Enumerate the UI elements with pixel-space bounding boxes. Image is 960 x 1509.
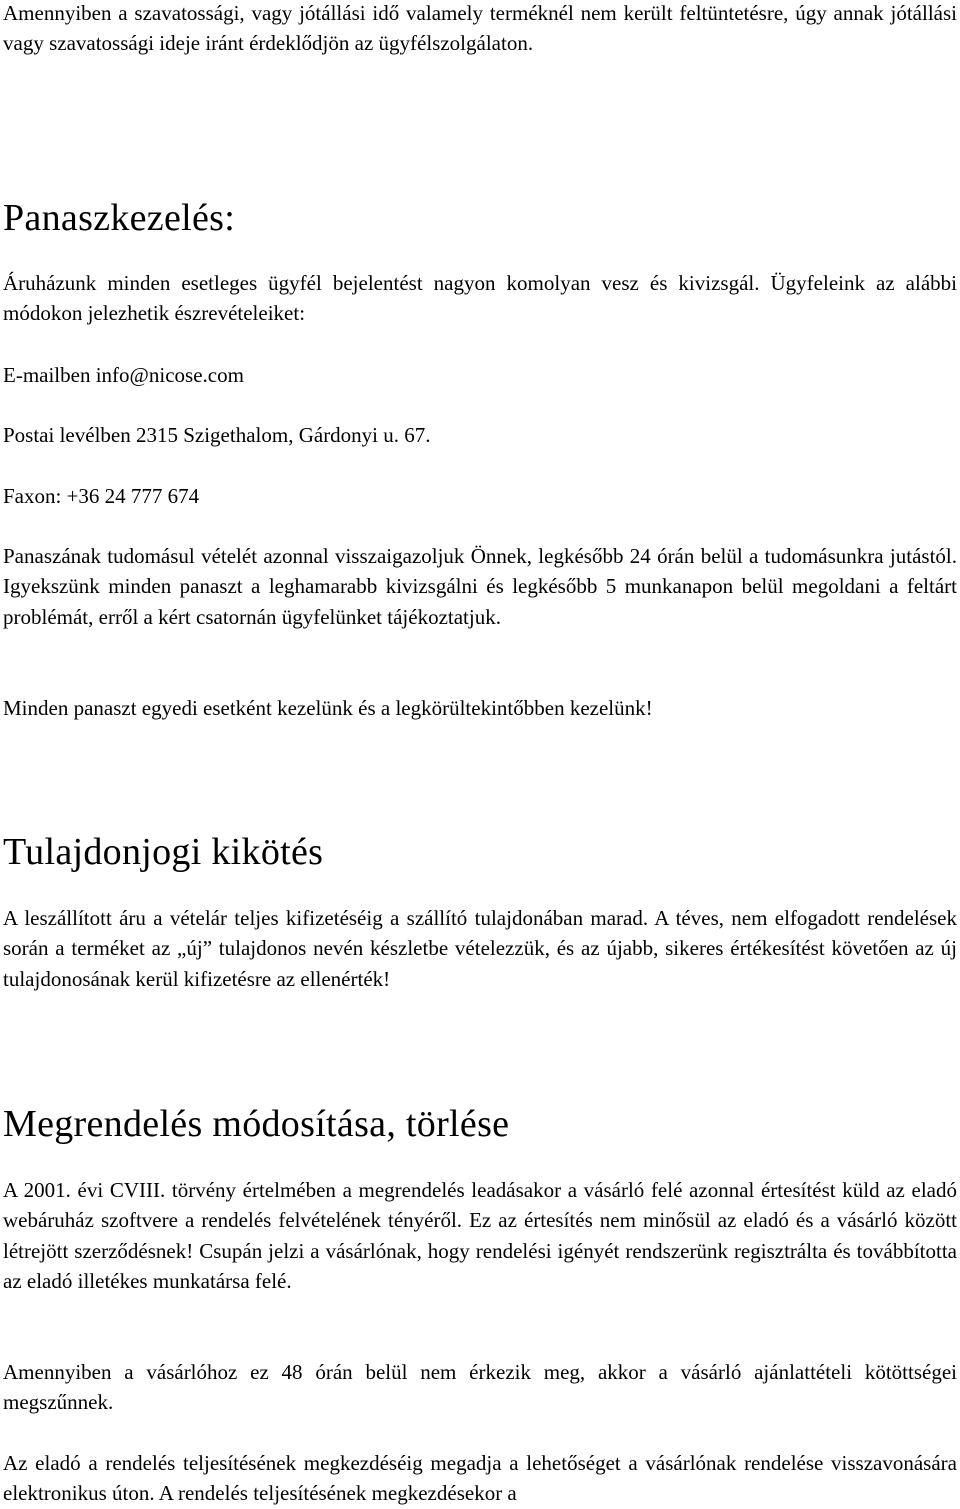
complaints-email: E-mailben info@nicose.com [3, 363, 244, 387]
heading-order-change: Megrendelés módosítása, törlése [3, 1103, 510, 1145]
ownership-paragraph: A leszállított áru a vételár teljes kifizetéséig a szállító tulajdonában marad. A téves, nem elfogadott rendelések során a terméket az „új” tulajdonos nevén készletbe vételezzük, és az újabb, sikeres értékesítést követően az új tulajdonosának kerül kifizetésre az ellenérték! [3, 906, 957, 991]
heading-ownership: Tulajdonjogi kikötés [3, 831, 324, 873]
order-change-paragraph-1: A 2001. évi CVIII. törvény értelmében a megrendelés leadásakor a vásárló felé azonnal értesítést küld az eladó webáruház szoftvere a rendelés felvételének tényéről. Ez az értesítés nem minősül az eladó és a vásárló között létrejött szerződésnek! Csupán jelzi a vásárlónak, hogy rendelési igényét rendszerünk regisztrálta és továbbította az eladó illetékes munkatársa felé. [3, 1178, 957, 1294]
complaints-response-paragraph: Panaszának tudomásul vételét azonnal visszaigazoljuk Önnek, legkésőbb 24 órán belül a tudomásunkra jutástól. Igyekszünk minden panaszt a leghamarabb kivizsgálni és legkésőbb 5 munkanapon belül megoldani a feltárt problémát, erről a kért csatornán ügyfelünket tájékoztatjuk. [3, 544, 957, 629]
heading-complaints: Panaszkezelés: [3, 197, 236, 239]
complaints-closing-line: Minden panaszt egyedi esetként kezelünk és a legkörültekintőbben kezelünk! [3, 696, 653, 720]
order-change-paragraph-3: Az eladó a rendelés teljesítésének megkezdéséig megadja a lehetőséget a vásárlónak rendelése visszavonására elektronikus úton. A rendelés teljesítésének megkezdésekor a [3, 1451, 957, 1506]
complaints-postal-address: Postai levélben 2315 Szigethalom, Gárdonyi u. 67. [3, 423, 431, 447]
warranty-paragraph: Amennyiben a szavatossági, vagy jótállási idő valamely terméknél nem került feltüntetésre, úgy annak jótállási vagy szavatossági ideje iránt érdeklődjön az ügyfélszolgálaton. [3, 1, 957, 56]
order-change-paragraph-2: Amennyiben a vásárlóhoz ez 48 órán belül nem érkezik meg, akkor a vásárló ajánlattételi kötöttségei megszűnnek. [3, 1360, 957, 1415]
complaints-intro-paragraph: Áruházunk minden esetleges ügyfél bejelentést nagyon komolyan vesz és kivizsgál. Ügyfeleink az alábbi módokon jelezhetik észrevételeiket: [3, 271, 957, 326]
complaints-fax: Faxon: +36 24 777 674 [3, 484, 200, 508]
